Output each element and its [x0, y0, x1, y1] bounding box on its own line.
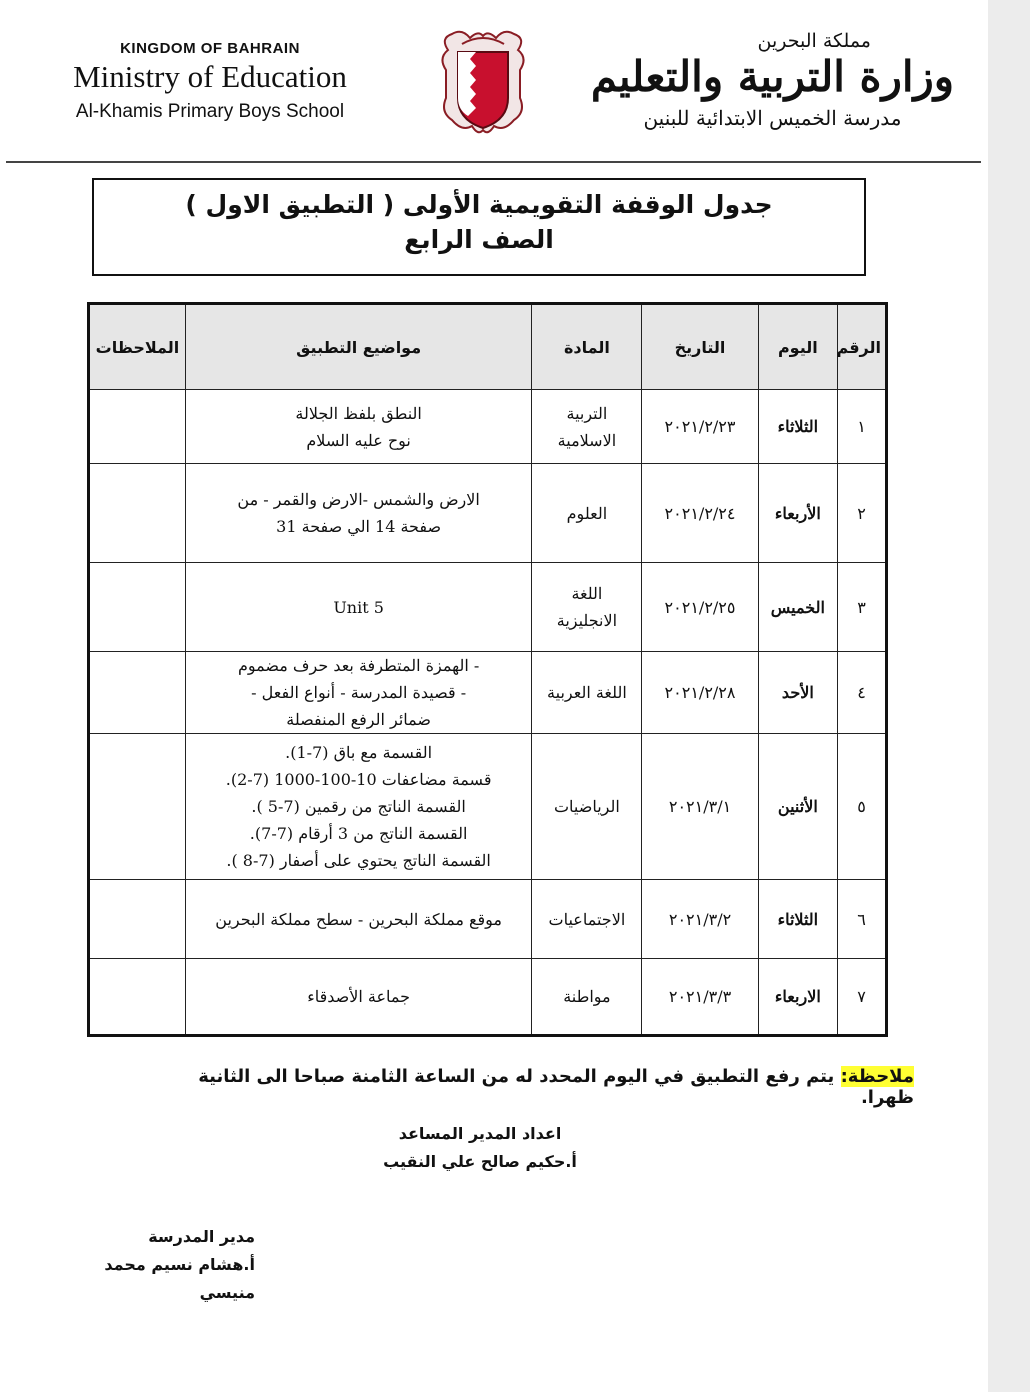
row-number: ٧: [838, 959, 887, 1036]
row-notes: [89, 880, 186, 959]
row-notes: [89, 734, 186, 880]
subject-line: الاجتماعيات: [548, 909, 626, 929]
row-subject: [532, 464, 642, 563]
subject-line: التربية: [566, 403, 608, 423]
row-subject: [532, 563, 642, 652]
subject-line: مواطنة: [563, 987, 611, 1006]
page-margin: [988, 0, 1030, 1392]
row-day: الأربعاء: [758, 464, 837, 563]
row-date: ٢٠٢١/٢/٢٤: [642, 464, 758, 563]
topic-line: قسمة مضاعفات 10-100-1000 (7-2).: [225, 770, 492, 789]
assistant-name: أ.حكيم صالح علي النقيب: [383, 1152, 577, 1171]
row-topics: [185, 959, 532, 1036]
row-topics: [185, 734, 532, 880]
row-notes: [89, 959, 186, 1036]
table-row: [89, 959, 887, 1036]
subject-line: الاسلامية: [557, 430, 617, 450]
row-notes: [89, 563, 186, 652]
table-body: [89, 390, 887, 1036]
row-topics: [185, 652, 532, 734]
row-number: ٥: [838, 734, 887, 880]
row-notes: [89, 464, 186, 563]
row-number: ٢: [838, 464, 887, 563]
ministry-ar: وزارة التربية والتعليم: [590, 52, 955, 101]
subject-line: الانجليزية: [556, 611, 618, 630]
kingdom-en: KINGDOM OF BAHRAIN: [120, 40, 300, 57]
topic-line: نوح عليه السلام: [306, 430, 411, 450]
subject-line: الرياضيات: [553, 797, 620, 816]
title-box: [92, 178, 866, 276]
row-day: الاربعاء: [758, 959, 837, 1036]
ministry-en: Ministry of Education: [73, 59, 347, 94]
row-date: ٢٠٢١/٢/٢٨: [642, 652, 758, 734]
header-divider: [6, 161, 981, 163]
row-number: ١: [838, 390, 887, 464]
topic-line: القسمة مع باق (7-1).: [285, 743, 433, 762]
row-topics: [185, 464, 532, 563]
row-subject: [532, 880, 642, 959]
row-day: الثلاثاء: [758, 880, 837, 959]
row-number: ٣: [838, 563, 887, 652]
topic-line: القسمة الناتج من 3 أرقام (7-7).: [249, 824, 468, 843]
row-subject: [532, 390, 642, 464]
row-day: الأحد: [758, 652, 837, 734]
topic-line: جماعة الأصدقاء: [307, 987, 411, 1006]
row-subject: [532, 652, 642, 734]
bahrain-emblem-icon: [438, 28, 528, 140]
row-date: ٢٠٢١/٢/٢٣: [642, 390, 758, 464]
topic-line: القسمة الناتج يحتوي على أصفار (7-8 ).: [226, 851, 491, 870]
assistant-title: اعداد المدير المساعد: [398, 1124, 562, 1143]
row-day: الأثنين: [758, 734, 837, 880]
row-number: ٤: [838, 652, 887, 734]
row-date: ٢٠٢١/٣/٢: [642, 880, 758, 959]
header-arabic: [570, 30, 975, 130]
header-notes: الملاحظات: [89, 304, 186, 390]
grade-title: الصف الرابع: [404, 225, 554, 254]
kingdom-ar: مملكة البحرين: [757, 30, 871, 52]
row-topics: [185, 880, 532, 959]
subject-line: اللغة: [571, 584, 603, 603]
row-subject: [532, 959, 642, 1036]
school-en: Al-Khamis Primary Boys School: [75, 101, 345, 122]
page-title: جدول الوقفة التقويمية الأولى ( التطبيق الاول ): [185, 190, 773, 219]
row-number: ٦: [838, 880, 887, 959]
row-date: ٢٠٢١/٣/٣: [642, 959, 758, 1036]
header-date: التاريخ: [642, 304, 758, 390]
row-notes: [89, 390, 186, 464]
topic-line: الارض والشمس -الارض والقمر - من: [237, 490, 480, 509]
topic-line: - قصيدة المدرسة - أنواع الفعل -: [251, 683, 467, 702]
topic-line: النطق بلفظ الجلالة: [295, 403, 422, 423]
topic-line: القسمة الناتج من رقمين (7-5 ).: [251, 797, 466, 816]
table-row: [89, 880, 887, 959]
topic-line: - الهمزة المتطرفة بعد حرف مضموم: [237, 656, 480, 675]
header-num: الرقم: [838, 304, 887, 390]
topic-line: صفحة 14 الي صفحة 31: [276, 517, 442, 536]
header-day: اليوم: [758, 304, 837, 390]
principal-name: أ.هشام نسيم محمد منيسي: [104, 1255, 255, 1302]
row-topics: [185, 563, 532, 652]
note-text: يتم رفع التطبيق في اليوم المحدد له من الساعة الثامنة صباحا الى الثانية ظهرا.: [198, 1066, 914, 1108]
header-english: [10, 40, 410, 123]
row-topics: [185, 390, 532, 464]
row-notes: [89, 652, 186, 734]
topic-line: موقع مملكة البحرين - سطح مملكة البحرين: [215, 909, 502, 929]
school-ar: مدرسة الخميس الابتدائية للبنين: [643, 106, 902, 130]
row-date: ٢٠٢١/٣/١: [642, 734, 758, 880]
header-topics: مواضيع التطبيق: [185, 304, 532, 390]
table-row: [89, 390, 887, 464]
table-row: [89, 563, 887, 652]
principal-signature: [55, 1223, 255, 1307]
topic-line: Unit 5: [333, 597, 384, 617]
table-header-row: [89, 304, 887, 390]
note: [150, 1066, 914, 1108]
row-date: ٢٠٢١/٢/٢٥: [642, 563, 758, 652]
topic-line: ضمائر الرفع المنفصلة: [286, 710, 431, 729]
header-subject: المادة: [532, 304, 642, 390]
table-row: [89, 464, 887, 563]
schedule-table: [87, 302, 888, 1037]
row-day: الثلاثاء: [758, 390, 837, 464]
table-row: [89, 652, 887, 734]
row-day: الخميس: [758, 563, 837, 652]
note-label: ملاحظة:: [840, 1066, 914, 1087]
assistant-signature: [380, 1120, 580, 1176]
table-row: [89, 734, 887, 880]
subject-line: اللغة العربية: [547, 683, 627, 702]
principal-title: مدير المدرسة: [148, 1227, 255, 1246]
row-subject: [532, 734, 642, 880]
subject-line: العلوم: [566, 503, 608, 523]
